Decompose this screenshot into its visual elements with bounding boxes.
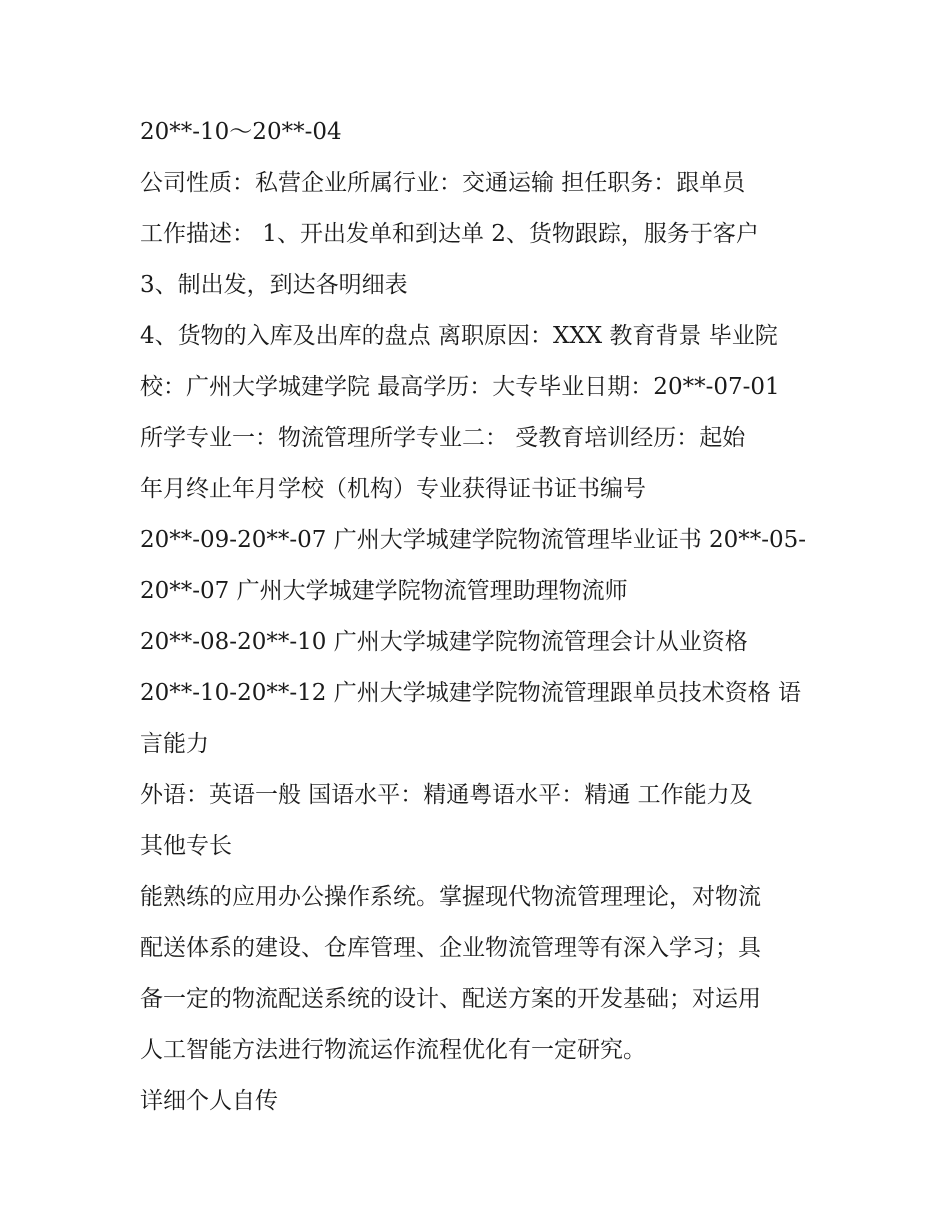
major-line: 所学专业一：物流管理所学专业二： 受教育培训经历：起始 (140, 425, 746, 451)
training-row-1: 20**-09-20**-07 广州大学城建学院物流管理毕业证书 20**-05- (140, 527, 807, 553)
training-row-3: 20**-08-20**-10 广州大学城建学院物流管理会计从业资格 (140, 629, 748, 655)
skills-paragraph-line-2: 配送体系的建设、仓库管理、企业物流管理等有深入学习；具 (140, 935, 761, 961)
school-line: 校：广州大学城建学院 最高学历：大专毕业日期：20**-07-01 (140, 374, 780, 400)
skills-paragraph-line-1: 能熟练的应用办公操作系统。掌握现代物流管理理论，对物流 (140, 884, 761, 910)
training-header-line: 年月终止年月学校（机构）专业获得证书证书编号 (140, 476, 646, 502)
skills-heading-line: 其他专长 (140, 833, 232, 859)
language-heading-line: 言能力 (140, 731, 209, 757)
language-line: 外语：英语一般 国语水平：精通粤语水平：精通 工作能力及 (140, 782, 753, 808)
period-line: 20**-10～20**-04 (140, 119, 342, 145)
autobiography-heading: 详细个人自传 (140, 1088, 278, 1114)
training-row-4: 20**-10-20**-12 广州大学城建学院物流管理跟单员技术资格 语 (140, 680, 802, 706)
job-description-line: 工作描述： 1、开出发单和到达单 2、货物跟踪，服务于客户 (140, 221, 759, 247)
job-description-item-3: 3、制出发，到达各明细表 (140, 272, 408, 298)
training-row-2: 20**-07 广州大学城建学院物流管理助理物流师 (140, 578, 628, 604)
company-nature-line: 公司性质：私营企业所属行业：交通运输 担任职务：跟单员 (140, 170, 746, 196)
document-body (140, 107, 820, 1127)
skills-paragraph-line-4: 人工智能方法进行物流运作流程优化有一定研究。 (140, 1037, 646, 1063)
skills-paragraph-line-3: 备一定的物流配送系统的设计、配送方案的开发基础；对运用 (140, 986, 761, 1012)
job-description-item-4: 4、货物的入库及出库的盘点 离职原因：XXX 教育背景 毕业院 (140, 323, 778, 349)
